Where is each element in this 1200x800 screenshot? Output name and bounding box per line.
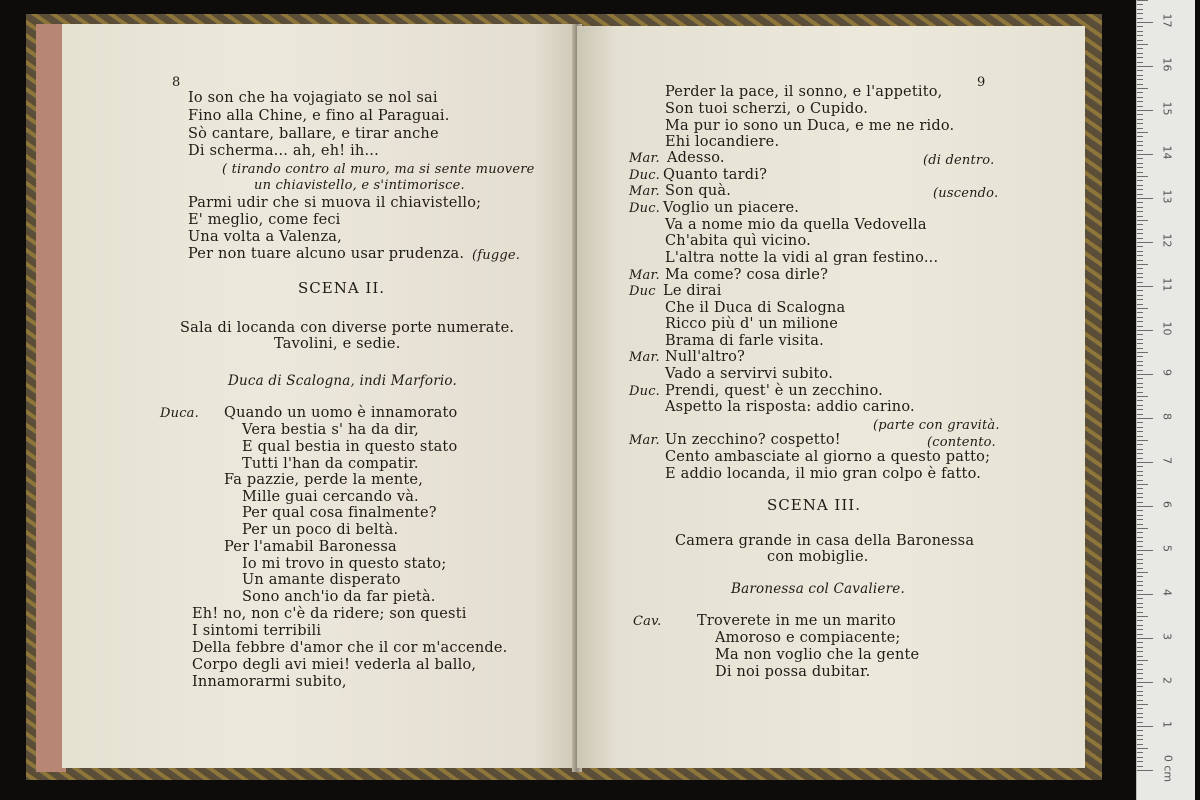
ruler-tick bbox=[1137, 277, 1143, 278]
text-line: Vera bestia s' ha da dir, bbox=[242, 422, 419, 438]
ruler-tick bbox=[1137, 519, 1143, 520]
ruler-tick bbox=[1137, 13, 1143, 14]
text-line: Innamorarmi subito, bbox=[192, 674, 347, 690]
ruler-tick bbox=[1137, 713, 1143, 714]
ruler-label: 13 bbox=[1160, 189, 1174, 204]
ruler-tick bbox=[1137, 194, 1143, 195]
stage-direction: (di dentro. bbox=[923, 153, 995, 168]
ruler-tick bbox=[1137, 0, 1148, 1]
ruler-tick bbox=[1137, 145, 1143, 146]
scene-heading: SCENA II. bbox=[298, 279, 386, 297]
ruler-tick bbox=[1137, 365, 1143, 366]
text-line: Una volta a Valenza, bbox=[188, 229, 342, 245]
ruler-tick bbox=[1137, 273, 1143, 274]
ruler-tick bbox=[1137, 647, 1143, 648]
ruler-tick bbox=[1137, 704, 1148, 705]
speaker-label: Mar. bbox=[629, 433, 660, 448]
text-line: Voglio un piacere. bbox=[663, 200, 800, 216]
text-line: Per l'amabil Baronessa bbox=[224, 539, 397, 555]
ruler-tick bbox=[1137, 180, 1143, 181]
speaker-label: Duc. bbox=[629, 201, 661, 216]
ruler-label: 11 bbox=[1160, 277, 1174, 292]
text-line: Un zecchino? cospetto! bbox=[665, 432, 841, 448]
ruler-tick bbox=[1137, 44, 1148, 45]
ruler-tick bbox=[1137, 497, 1143, 498]
ruler-tick bbox=[1137, 757, 1143, 758]
stage-direction: (parte con gravità. bbox=[873, 418, 1000, 433]
ruler-tick bbox=[1137, 735, 1143, 736]
ruler-tick bbox=[1137, 700, 1143, 701]
ruler-tick bbox=[1137, 189, 1143, 190]
text-line: Brama di farle visita. bbox=[665, 333, 824, 349]
text-line: Io son che ha vojagiato se nol sai bbox=[188, 90, 438, 106]
ruler-label: 3 bbox=[1160, 633, 1174, 640]
text-line: Amoroso e compiacente; bbox=[715, 630, 901, 646]
ruler-tick bbox=[1137, 453, 1143, 454]
ruler-tick bbox=[1137, 75, 1143, 76]
ruler-tick bbox=[1137, 88, 1148, 89]
text-line: Adesso. bbox=[667, 150, 725, 166]
text-line: Son tuoi scherzi, o Cupido. bbox=[665, 101, 869, 117]
ruler-tick bbox=[1137, 678, 1143, 679]
text-line: I sintomi terribili bbox=[192, 623, 322, 639]
speaker-label: Mar. bbox=[629, 268, 660, 283]
ruler-tick bbox=[1137, 343, 1143, 344]
ruler-tick bbox=[1137, 620, 1143, 621]
ruler-tick bbox=[1137, 770, 1153, 771]
scene-setting: Tavolini, e sedie. bbox=[274, 336, 401, 352]
ruler-label: 7 bbox=[1160, 457, 1174, 464]
ruler-tick bbox=[1137, 686, 1143, 687]
ruler-tick bbox=[1137, 334, 1143, 335]
text-line: Quando un uomo è innamorato bbox=[224, 405, 458, 421]
ruler-tick bbox=[1137, 748, 1148, 749]
ruler-tick bbox=[1137, 664, 1143, 665]
ruler-tick bbox=[1137, 462, 1153, 463]
stage-direction: ( tirando contro al muro, ma si sente muovere bbox=[222, 162, 535, 177]
ruler-tick bbox=[1137, 607, 1143, 608]
ruler-tick bbox=[1137, 172, 1143, 173]
ruler-tick bbox=[1137, 722, 1143, 723]
ruler-tick bbox=[1137, 515, 1143, 516]
measurement-ruler bbox=[1136, 0, 1195, 800]
text-line: Prendi, quest' è un zecchino. bbox=[665, 383, 883, 399]
ruler-tick bbox=[1137, 484, 1148, 485]
ruler-tick bbox=[1137, 546, 1143, 547]
ruler-tick bbox=[1137, 9, 1143, 10]
ruler-tick bbox=[1137, 528, 1148, 529]
text-line: Fino alla Chine, e fino al Paraguai. bbox=[188, 108, 450, 124]
ruler-tick bbox=[1137, 616, 1148, 617]
text-line: Le dirai bbox=[663, 283, 722, 299]
ruler-tick bbox=[1137, 308, 1148, 309]
text-line: Ma come? cosa dirle? bbox=[665, 267, 829, 283]
ruler-tick bbox=[1137, 312, 1143, 313]
ruler-tick bbox=[1137, 761, 1143, 762]
ruler-tick bbox=[1137, 224, 1143, 225]
ruler-label: 15 bbox=[1160, 101, 1174, 116]
ruler-tick bbox=[1137, 493, 1143, 494]
ruler-tick bbox=[1137, 282, 1143, 283]
ruler-tick bbox=[1137, 154, 1153, 155]
ruler-tick bbox=[1137, 238, 1143, 239]
ruler-tick bbox=[1137, 255, 1143, 256]
ruler-tick bbox=[1137, 480, 1143, 481]
ruler-tick bbox=[1137, 150, 1143, 151]
ruler-tick bbox=[1137, 673, 1143, 674]
text-line: Va a nome mio da quella Vedovella bbox=[665, 217, 927, 233]
ruler-label: 0 cm bbox=[1161, 754, 1175, 783]
ruler-tick bbox=[1137, 167, 1143, 168]
text-line: L'altra notte la vidi al gran festino... bbox=[665, 250, 939, 266]
ruler-tick bbox=[1137, 374, 1153, 375]
text-line: Perder la pace, il sonno, e l'appetito, bbox=[665, 84, 943, 100]
text-line: Ch'abita quì vicino. bbox=[665, 233, 811, 249]
text-line: Per un poco di beltà. bbox=[242, 522, 399, 538]
ruler-tick bbox=[1137, 550, 1153, 551]
ruler-tick bbox=[1137, 114, 1143, 115]
ruler-label: 2 bbox=[1160, 677, 1174, 684]
right-page bbox=[577, 26, 1085, 768]
ruler-tick bbox=[1137, 603, 1143, 604]
ruler-tick bbox=[1137, 216, 1143, 217]
ruler-tick bbox=[1137, 22, 1153, 23]
ruler-tick bbox=[1137, 62, 1143, 63]
ruler-tick bbox=[1137, 260, 1143, 261]
ruler-tick bbox=[1137, 97, 1143, 98]
text-line: Per qual cosa finalmente? bbox=[242, 505, 437, 521]
ruler-tick bbox=[1137, 466, 1143, 467]
stage-direction: un chiavistello, e s'intimorisce. bbox=[254, 178, 465, 193]
ruler-tick bbox=[1137, 290, 1143, 291]
ruler-tick bbox=[1137, 730, 1143, 731]
text-line: Eh! no, non c'è da ridere; son questi bbox=[192, 606, 467, 622]
stage-direction: (fugge. bbox=[472, 248, 521, 263]
ruler-tick bbox=[1137, 326, 1143, 327]
ruler-tick bbox=[1137, 396, 1148, 397]
ruler-label: 6 bbox=[1160, 501, 1174, 508]
ruler-tick bbox=[1137, 299, 1143, 300]
ruler-tick bbox=[1137, 53, 1143, 54]
ruler-tick bbox=[1137, 717, 1143, 718]
ruler-tick bbox=[1137, 348, 1143, 349]
text-line: Di scherma... ah, eh! ih... bbox=[188, 143, 379, 159]
page-number: 9 bbox=[977, 75, 986, 90]
ruler-tick bbox=[1137, 726, 1153, 727]
speaker-label: Mar. bbox=[629, 184, 660, 199]
ruler-tick bbox=[1137, 251, 1143, 252]
ruler-tick bbox=[1137, 352, 1148, 353]
text-line: Sò cantare, ballare, e tirar anche bbox=[188, 126, 439, 142]
ruler-tick bbox=[1137, 744, 1143, 745]
ruler-tick bbox=[1137, 79, 1143, 80]
ruler-tick bbox=[1137, 590, 1143, 591]
ruler-tick bbox=[1137, 57, 1143, 58]
ruler-label: 17 bbox=[1160, 13, 1174, 28]
speaker-label: Cav. bbox=[633, 614, 662, 629]
ruler-tick bbox=[1137, 651, 1143, 652]
text-line: Troverete in me un marito bbox=[697, 613, 896, 629]
ruler-tick bbox=[1137, 400, 1143, 401]
ruler-tick bbox=[1137, 563, 1143, 564]
text-line: Corpo degli avi miei! vederla al ballo, bbox=[192, 657, 477, 673]
ruler-tick bbox=[1137, 422, 1143, 423]
ruler-tick bbox=[1137, 752, 1143, 753]
text-line: Ricco più d' un milione bbox=[665, 316, 839, 332]
ruler-tick bbox=[1137, 128, 1143, 129]
ruler-tick bbox=[1137, 233, 1143, 234]
ruler-tick bbox=[1137, 66, 1153, 67]
scene-setting: con mobiglie. bbox=[767, 549, 869, 565]
ruler-label: 1 bbox=[1160, 721, 1174, 728]
scene-setting: Sala di locanda con diverse porte numerate. bbox=[180, 320, 515, 336]
ruler-label: 4 bbox=[1160, 589, 1174, 596]
ruler-tick bbox=[1137, 163, 1143, 164]
text-line: Ma non voglio che la gente bbox=[715, 647, 920, 663]
ruler-tick bbox=[1137, 669, 1143, 670]
ruler-label: 16 bbox=[1160, 57, 1174, 72]
ruler-tick bbox=[1137, 691, 1143, 692]
characters-line: Baronessa col Cavaliere. bbox=[731, 581, 905, 597]
text-line: Mille guai cercando và. bbox=[242, 489, 419, 505]
ruler-tick bbox=[1137, 488, 1143, 489]
text-line: Sono anch'io da far pietà. bbox=[242, 589, 436, 605]
ruler-label: 9 bbox=[1160, 369, 1174, 376]
ruler-tick bbox=[1137, 229, 1143, 230]
page-number: 8 bbox=[172, 75, 181, 90]
ruler-tick bbox=[1137, 392, 1143, 393]
ruler-tick bbox=[1137, 198, 1153, 199]
ruler-tick bbox=[1137, 475, 1143, 476]
ruler-tick bbox=[1137, 766, 1143, 767]
ruler-tick bbox=[1137, 568, 1143, 569]
text-line: Null'altro? bbox=[665, 349, 746, 365]
ruler-tick bbox=[1137, 629, 1143, 630]
ruler-tick bbox=[1137, 559, 1143, 560]
speaker-label: Duc. bbox=[629, 168, 661, 183]
text-line: Di noi possa dubitar. bbox=[715, 664, 871, 680]
text-line: Aspetto la risposta: addio carino. bbox=[665, 399, 915, 415]
ruler-tick bbox=[1137, 339, 1143, 340]
ruler-tick bbox=[1137, 625, 1143, 626]
ruler-tick bbox=[1137, 361, 1143, 362]
ruler-tick bbox=[1137, 409, 1143, 410]
ruler-tick bbox=[1137, 211, 1143, 212]
ruler-tick bbox=[1137, 537, 1143, 538]
ruler-tick bbox=[1137, 185, 1143, 186]
ruler-tick bbox=[1137, 123, 1143, 124]
text-line: E qual bestia in questo stato bbox=[242, 439, 458, 455]
stage-direction: (uscendo. bbox=[933, 186, 999, 201]
ruler-tick bbox=[1137, 70, 1143, 71]
ruler-tick bbox=[1137, 202, 1143, 203]
text-line: Vado a servirvi subito. bbox=[665, 366, 834, 382]
ruler-tick bbox=[1137, 268, 1143, 269]
text-line: Per non tuare alcuno usar prudenza. bbox=[188, 246, 465, 262]
ruler-tick bbox=[1137, 136, 1143, 137]
ruler-tick bbox=[1137, 449, 1143, 450]
characters-line: Duca di Scalogna, indi Marforio. bbox=[228, 373, 458, 389]
speaker-label: Duc. bbox=[629, 384, 661, 399]
ruler-tick bbox=[1137, 594, 1153, 595]
ruler-tick bbox=[1137, 158, 1143, 159]
text-line: Parmi udir che si muova il chiavistello; bbox=[188, 195, 482, 211]
ruler-tick bbox=[1137, 330, 1153, 331]
ruler-tick bbox=[1137, 304, 1143, 305]
ruler-label: 10 bbox=[1160, 321, 1174, 336]
ruler-tick bbox=[1137, 440, 1148, 441]
text-line: Un amante disperato bbox=[242, 572, 401, 588]
ruler-tick bbox=[1137, 4, 1143, 5]
ruler-tick bbox=[1137, 207, 1143, 208]
ruler-label: 5 bbox=[1160, 545, 1174, 552]
ruler-label: 12 bbox=[1160, 233, 1174, 248]
ruler-tick bbox=[1137, 524, 1143, 525]
ruler-tick bbox=[1137, 598, 1143, 599]
text-line: Fa pazzie, perde la mente, bbox=[224, 472, 424, 488]
ruler-tick bbox=[1137, 695, 1143, 696]
ruler-tick bbox=[1137, 585, 1143, 586]
ruler-tick bbox=[1137, 581, 1143, 582]
ruler-tick bbox=[1137, 317, 1143, 318]
scene-setting: Camera grande in casa della Baronessa bbox=[675, 533, 975, 549]
text-line: E' meglio, come feci bbox=[188, 212, 341, 228]
ruler-tick bbox=[1137, 387, 1143, 388]
ruler-tick bbox=[1137, 638, 1153, 639]
ruler-tick bbox=[1137, 642, 1143, 643]
speaker-label: Duc bbox=[629, 284, 656, 299]
ruler-tick bbox=[1137, 264, 1148, 265]
ruler-tick bbox=[1137, 405, 1143, 406]
ruler-tick bbox=[1137, 739, 1143, 740]
text-line: Che il Duca di Scalogna bbox=[665, 300, 846, 316]
ruler-tick bbox=[1137, 18, 1143, 19]
ruler-tick bbox=[1137, 554, 1143, 555]
ruler-tick bbox=[1137, 502, 1143, 503]
ruler-tick bbox=[1137, 286, 1153, 287]
ruler-tick bbox=[1137, 708, 1143, 709]
text-line: Ehi locandiere. bbox=[665, 134, 780, 150]
ruler-tick bbox=[1137, 418, 1153, 419]
text-line: Quanto tardi? bbox=[663, 167, 768, 183]
ruler-tick bbox=[1137, 176, 1148, 177]
speaker-label: Mar. bbox=[629, 350, 660, 365]
ruler-tick bbox=[1137, 35, 1143, 36]
ruler-tick bbox=[1137, 295, 1143, 296]
left-page bbox=[62, 24, 576, 768]
ruler-tick bbox=[1137, 26, 1143, 27]
ruler-tick bbox=[1137, 242, 1153, 243]
ruler-tick bbox=[1137, 471, 1143, 472]
ruler-label: 8 bbox=[1160, 413, 1174, 420]
text-line: Della febbre d'amor che il cor m'accende. bbox=[192, 640, 508, 656]
ruler-tick bbox=[1137, 378, 1143, 379]
ruler-tick bbox=[1137, 431, 1143, 432]
ruler-tick bbox=[1137, 132, 1148, 133]
ruler-tick bbox=[1137, 383, 1143, 384]
ruler-tick bbox=[1137, 246, 1143, 247]
ruler-tick bbox=[1137, 106, 1143, 107]
ruler-tick bbox=[1137, 532, 1143, 533]
ruler-tick bbox=[1137, 370, 1143, 371]
ruler-tick bbox=[1137, 660, 1148, 661]
ruler-tick bbox=[1137, 31, 1143, 32]
ruler-tick bbox=[1137, 119, 1143, 120]
stage-direction: (contento. bbox=[927, 435, 996, 450]
ruler-tick bbox=[1137, 321, 1143, 322]
ruler-tick bbox=[1137, 141, 1143, 142]
speaker-label: Mar. bbox=[629, 151, 660, 166]
ruler-tick bbox=[1137, 84, 1143, 85]
ruler-tick bbox=[1137, 458, 1143, 459]
ruler-tick bbox=[1137, 572, 1148, 573]
ruler-tick bbox=[1137, 427, 1143, 428]
ruler-tick bbox=[1137, 48, 1143, 49]
text-line: Ma pur io sono un Duca, e me ne rido. bbox=[665, 118, 955, 134]
text-line: Son quà. bbox=[665, 183, 732, 199]
text-line: Tutti l'han da compatir. bbox=[242, 456, 419, 472]
ruler-tick bbox=[1137, 682, 1153, 683]
speaker-label: Duca. bbox=[160, 406, 199, 421]
ruler-tick bbox=[1137, 444, 1143, 445]
ruler-tick bbox=[1137, 634, 1143, 635]
text-line: Cento ambasciate al giorno a questo patto; bbox=[665, 449, 991, 465]
ruler-tick bbox=[1137, 656, 1143, 657]
ruler-tick bbox=[1137, 110, 1153, 111]
ruler-tick bbox=[1137, 541, 1143, 542]
text-line: E addio locanda, il mio gran colpo è fatto. bbox=[665, 466, 982, 482]
ruler-tick bbox=[1137, 436, 1143, 437]
ruler-tick bbox=[1137, 506, 1153, 507]
ruler-tick bbox=[1137, 40, 1143, 41]
ruler-tick bbox=[1137, 510, 1143, 511]
ruler-tick bbox=[1137, 576, 1143, 577]
ruler-tick bbox=[1137, 220, 1148, 221]
ruler-tick bbox=[1137, 612, 1143, 613]
ruler-tick bbox=[1137, 414, 1143, 415]
ruler-tick bbox=[1137, 92, 1143, 93]
text-line: Io mi trovo in questo stato; bbox=[242, 556, 447, 572]
ruler-tick bbox=[1137, 356, 1143, 357]
scene-heading: SCENA III. bbox=[767, 496, 861, 514]
ruler-tick bbox=[1137, 101, 1143, 102]
ruler-label: 14 bbox=[1160, 145, 1174, 160]
